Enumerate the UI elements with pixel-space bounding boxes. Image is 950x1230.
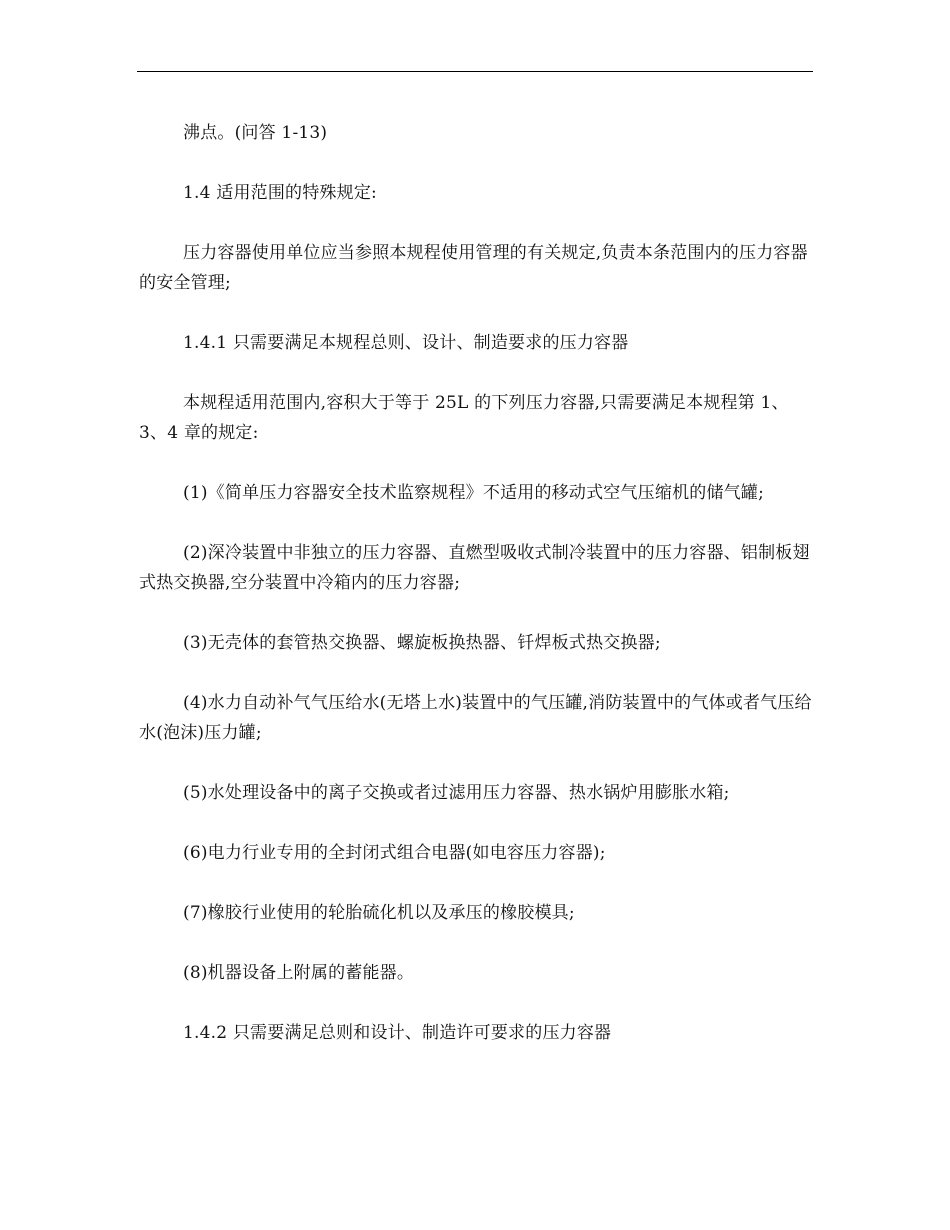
list-item-7: (7)橡胶行业使用的轮胎硫化机以及承压的橡胶模具; bbox=[183, 903, 575, 923]
list-item-4: (4)水力自动补气气压给水(无塔上水)装置中的气压罐,消防装置中的气体或者气压给水(泡沫)压力罐; bbox=[139, 693, 812, 743]
list-item-2: (2)深冷装置中非独立的压力容器、直燃型吸收式制冷装置中的压力容器、铝制板翅式热交换器,空分装置中冷箱内的压力容器; bbox=[139, 543, 810, 593]
list-item-8: (8)机器设备上附属的蓄能器。 bbox=[183, 963, 415, 983]
section-heading-1-4-2: 1.4.2 只需要满足总则和设计、制造许可要求的压力容器 bbox=[183, 1023, 612, 1043]
section-heading-1-4: 1.4 适用范围的特殊规定: bbox=[183, 183, 377, 203]
document-body bbox=[139, 118, 815, 1078]
header-rule bbox=[137, 71, 813, 72]
list-item-1: (1)《简单压力容器安全技术监察规程》不适用的移动式空气压缩机的储气罐; bbox=[183, 483, 765, 503]
list-item-6: (6)电力行业专用的全封闭式组合电器(如电容压力容器); bbox=[183, 843, 606, 863]
list-item-5: (5)水处理设备中的离子交换或者过滤用压力容器、热水锅炉用膨胀水箱; bbox=[183, 783, 730, 803]
paragraph-scope-25l: 本规程适用范围内,容积大于等于 25L 的下列压力容器,只需要满足本规程第 1、3、4 章的规定: bbox=[139, 393, 789, 443]
section-heading-1-4-1: 1.4.1 只需要满足本规程总则、设计、制造要求的压力容器 bbox=[183, 333, 629, 353]
paragraph-boiling-point: 沸点。(问答 1-13) bbox=[183, 123, 328, 143]
list-item-3: (3)无壳体的套管热交换器、螺旋板换热器、钎焊板式热交换器; bbox=[183, 633, 661, 653]
paragraph-user-management: 压力容器使用单位应当参照本规程使用管理的有关规定,负责本条范围内的压力容器的安全管理; bbox=[139, 243, 808, 293]
